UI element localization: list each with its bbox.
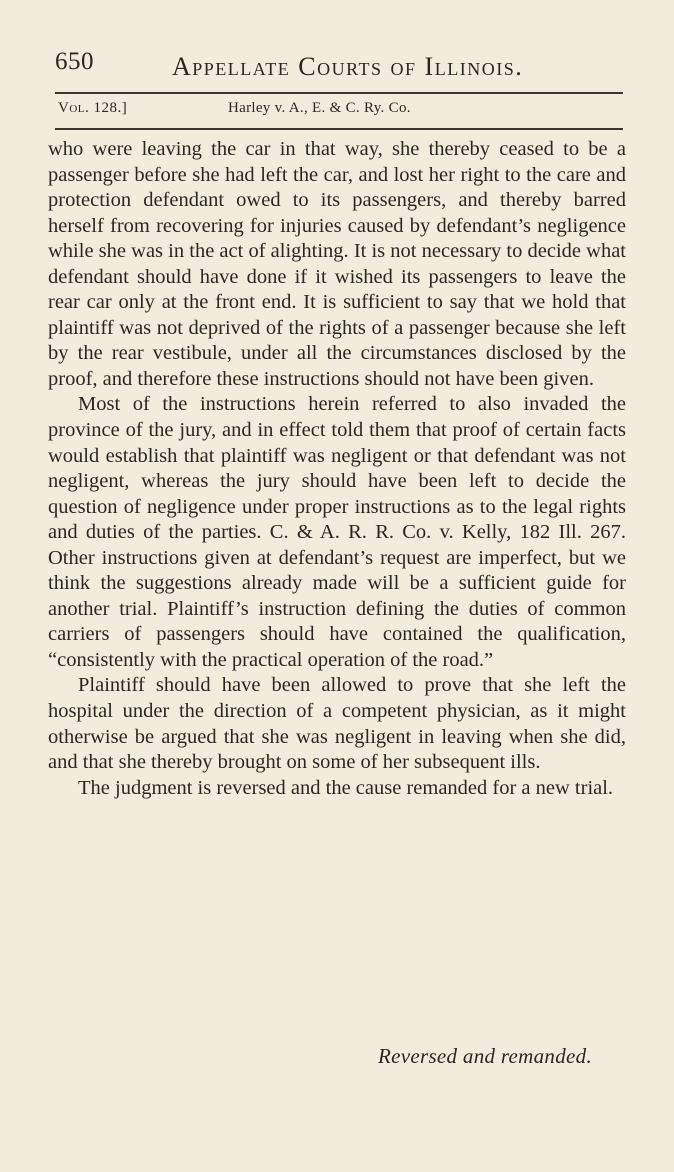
paragraph-4: The judgment is reversed and the cause remanded for a new trial. bbox=[78, 776, 614, 799]
case-caption: Harley v. A., E. & C. Ry. Co. bbox=[228, 100, 411, 116]
header-rule-top bbox=[55, 92, 623, 94]
disposition: Reversed and remanded. bbox=[377, 1044, 592, 1068]
volume-reference: Vol. 128.] bbox=[58, 100, 128, 116]
paragraph-2: Most of the instructions herein referred to also invaded the province of the jury, and in effect told them that proof of certain facts would establish that plaintiff was negligent or that defendant was not negligent, whereas the jury should have been left to decide the question of negligence under proper instructions as to the legal rights and duties of the parties. C. & A. R. R. Co. v. Kelly, 182 Ill. 267. Other instructions given at defendant’s request are imperfect, but we think the suggestions already made will be a sufficient guide for another trial. Plaintiff’s instruction defining the duties of common carriers of passengers should have contained the qualification, “consistently with the practical operation of the road.” bbox=[48, 393, 626, 671]
page-number: 650 bbox=[55, 48, 94, 75]
opinion-body bbox=[48, 137, 626, 801]
paragraph-3: Plaintiff should have been allowed to prove that she left the hospital under the direction of a competent physician, as it might otherwise be argued that she was negligent in leaving when she did, and that she thereby brought on some of her subsequent ills. bbox=[48, 674, 626, 774]
paragraph-1: who were leaving the car in that way, she thereby ceased to be a passenger before she had left the car, and lost her right to the care and protection defendant owed to its passengers, and thereby barred herself from recovering for injuries caused by defendant’s negligence while she was in the act of alighting. It is not necessary to decide what defendant should have done if it wished its passengers to leave the rear car only at the front end. It is sufficient to say that we hold that plaintiff was not deprived of the rights of a passenger because she left by the rear vestibule, under all the circumstances disclosed by the proof, and therefore these instructions should not have been given. bbox=[48, 138, 626, 390]
header-rule-bottom bbox=[55, 128, 623, 130]
running-title: Appellate Courts of Illinois. bbox=[172, 52, 524, 81]
